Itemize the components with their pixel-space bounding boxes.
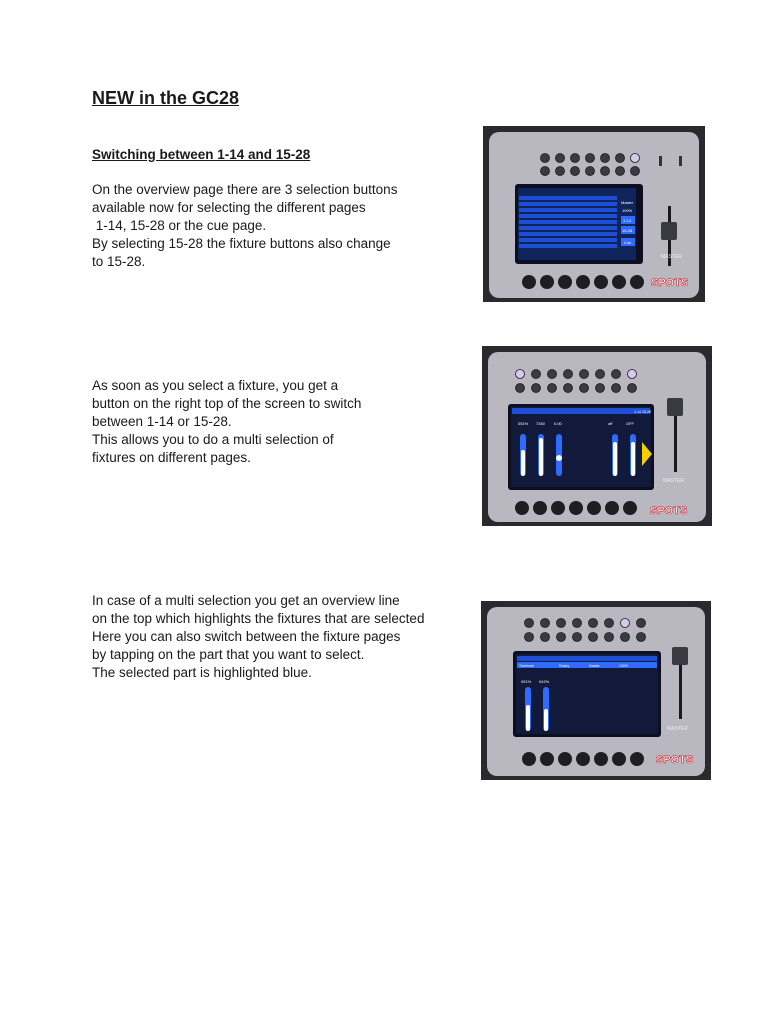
text-line: In case of a multi selection you get an overview line bbox=[92, 593, 400, 608]
section3-paragraph bbox=[92, 592, 424, 682]
value-1: 051% bbox=[518, 421, 529, 426]
section1-paragraph bbox=[92, 181, 397, 271]
overview-line bbox=[517, 656, 657, 661]
master-value: 100% bbox=[622, 208, 633, 213]
value-2: 042% bbox=[539, 679, 550, 684]
page-15-28-label: 15-28 bbox=[622, 228, 633, 233]
text-line: By selecting 15-28 the fixture buttons also change bbox=[92, 236, 391, 251]
overview-label-2: Rotary bbox=[559, 664, 570, 668]
page-1-14-label: 1-14 bbox=[623, 218, 632, 223]
text-line: by tapping on the part that you want to select. bbox=[92, 647, 365, 662]
master-label: Master bbox=[621, 200, 634, 205]
brand-logo: SPOTS bbox=[656, 754, 694, 766]
text-line: The selected part is highlighted blue. bbox=[92, 665, 312, 680]
text-line: on the top which highlights the fixtures that are selected bbox=[92, 611, 425, 626]
value-2: 7260 bbox=[536, 421, 545, 426]
controller-multi-selection-photo bbox=[481, 601, 711, 780]
master-fader-label: MASTER bbox=[667, 726, 688, 732]
master-fader-label: MASTER bbox=[661, 254, 682, 260]
text-line: 1-14, 15-28 or the cue page. bbox=[92, 218, 267, 233]
controller-fixture-photo bbox=[482, 346, 712, 526]
overview-label-3: Master bbox=[589, 664, 600, 668]
section2-paragraph bbox=[92, 377, 361, 467]
text-line: On the overview page there are 3 selection buttons bbox=[92, 182, 398, 197]
section1-heading: Switching between 1-14 and 15-28 bbox=[92, 147, 311, 162]
document-title: NEW in the GC28 bbox=[92, 88, 240, 108]
brand-logo: SPOTS bbox=[651, 277, 689, 289]
brand-logo: SPOTS bbox=[650, 505, 688, 517]
text-line: As soon as you select a fixture, you get a bbox=[92, 378, 339, 393]
text-line: This allows you to do a multi selection of bbox=[92, 432, 334, 447]
page-switch-label: 1-14 15-28 bbox=[634, 410, 651, 414]
text-line: to 15-28. bbox=[92, 254, 146, 269]
text-line: Here you can also switch between the fixture pages bbox=[92, 629, 401, 644]
text-line: between 1-14 or 15-28. bbox=[92, 414, 232, 429]
text-line: available now for selecting the different pages bbox=[92, 200, 366, 215]
text-line: button on the right top of the screen to switch bbox=[92, 396, 362, 411]
value-5: OFF bbox=[626, 421, 634, 426]
value-3: 0.00 bbox=[554, 421, 562, 426]
controller-overview-photo bbox=[483, 126, 705, 302]
overview-label-1: Treehone bbox=[519, 664, 534, 668]
overview-label-4: 100% bbox=[619, 664, 628, 668]
master-fader-label: MASTER bbox=[663, 478, 684, 484]
value-4: off bbox=[608, 421, 613, 426]
value-1: 051% bbox=[521, 679, 532, 684]
overview-table-rows bbox=[519, 196, 617, 248]
text-line: fixtures on different pages. bbox=[92, 450, 251, 465]
cue-label: Cue bbox=[624, 240, 632, 245]
